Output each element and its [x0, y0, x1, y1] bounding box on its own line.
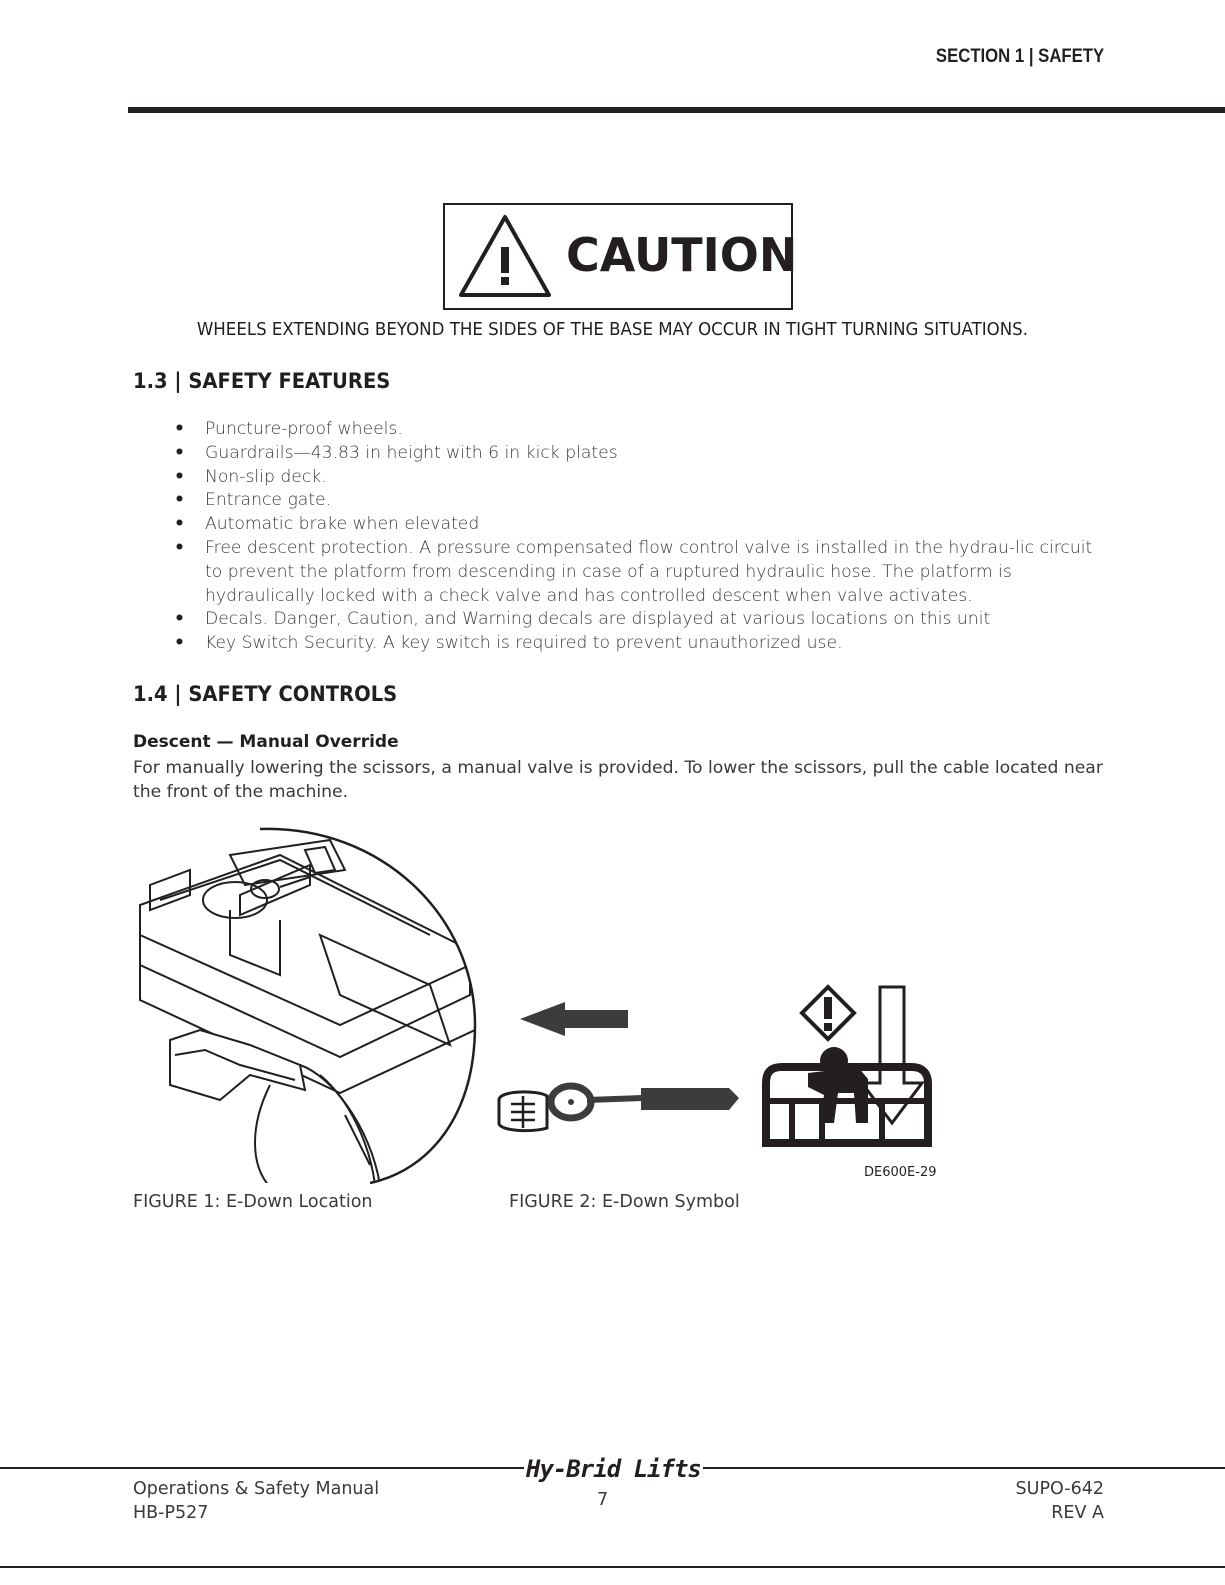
footer-right — [1016, 1477, 1104, 1525]
figure-2-caption: FIGURE 2: E-Down Symbol — [509, 1192, 740, 1212]
warning-triangle-icon — [457, 211, 553, 301]
page-number: 7 — [597, 1490, 609, 1510]
manual-title: Operations & Safety Manual — [133, 1479, 380, 1499]
descent-subheading: Descent — Manual Override — [133, 732, 399, 752]
bottom-rule — [0, 1566, 1225, 1568]
brand-logo: Hy-Brid Lifts — [526, 1455, 701, 1483]
e-down-symbol-decal — [762, 983, 932, 1155]
list-item: • Guardrails—43.83 in height with 6 in kick plates — [174, 442, 618, 463]
figure-1-caption: FIGURE 1: E-Down Location — [133, 1192, 373, 1212]
hand-pulling-cable-icon — [495, 1078, 747, 1138]
caution-message: WHEELS EXTENDING BEYOND THE SIDES OF THE BASE MAY OCCUR IN TIGHT TURNING SITUATIONS. — [196, 320, 1029, 340]
section-header: SECTION 1 | SAFETY — [935, 46, 1104, 67]
revision: REV A — [1051, 1503, 1104, 1523]
list-item: • Entrance gate. — [174, 490, 332, 511]
descent-body-text: For manually lowering the scissors, a manual valve is provided. To lower the scissors, pull the cable located near the front of the machine. — [133, 758, 1103, 802]
symbol-code: DE600E-29 — [864, 1165, 937, 1180]
list-item: • Non-slip deck. — [174, 466, 327, 487]
safety-features-heading: 1.3 | SAFETY FEATURES — [133, 369, 391, 393]
caution-label: CAUTION — [566, 228, 798, 282]
list-item: • Puncture-proof wheels. — [174, 419, 403, 439]
model-number: HB-P527 — [133, 1503, 209, 1523]
safety-controls-heading: 1.4 | SAFETY CONTROLS — [133, 682, 398, 706]
list-item: • Automatic brake when elevated — [174, 514, 480, 535]
safety-features-list — [170, 418, 1110, 656]
document-number: SUPO-642 — [1015, 1479, 1104, 1499]
header-rule — [128, 107, 1225, 113]
list-item: • Key Switch Security. A key switch is required to prevent unauthorized use. — [174, 633, 843, 654]
e-down-location-illustration — [130, 825, 480, 1187]
footer-left — [133, 1477, 379, 1525]
list-item: • Decals. Danger, Caution, and Warning decals are displayed at various locations on this unit — [174, 609, 991, 630]
pull-direction-arrow-icon — [515, 1000, 635, 1040]
list-item: • Free descent protection. A pressure compensated flow control valve is installed in the hydrau-lic circuit to prevent the platform from descending in case of a ruptured hydraulic hose. The platform is hydraulically locked with a check valve and has controlled descent when valve activates. — [174, 537, 1093, 606]
